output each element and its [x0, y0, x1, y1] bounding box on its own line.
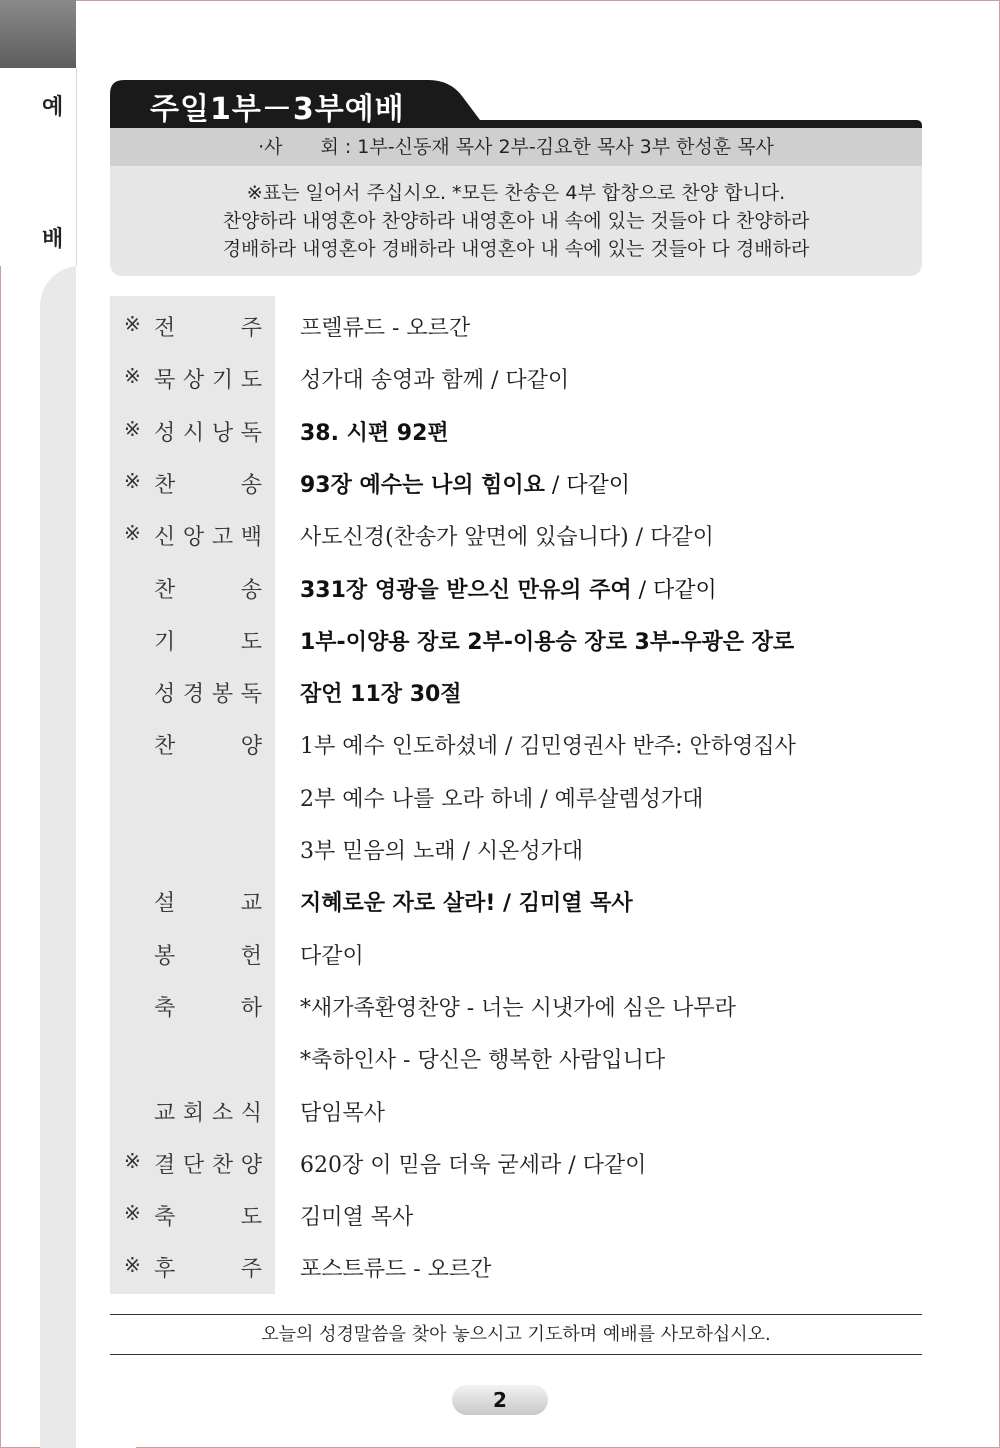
standing-mark: ※	[124, 416, 141, 441]
notice-line: 경배하라 내영혼아 경배하라 내영혼아 내 속에 있는 것들아 다 경배하라	[222, 238, 810, 260]
order-label	[154, 1148, 262, 1178]
order-content	[300, 991, 736, 1022]
order-row	[110, 771, 922, 823]
order-content-main: 다같이	[300, 943, 364, 969]
order-label-char: 찬	[211, 1152, 234, 1178]
order-row	[110, 980, 922, 1032]
order-content	[300, 939, 364, 970]
order-content	[300, 468, 630, 499]
order-content	[300, 834, 583, 865]
footer-message: 오늘의 성경말씀을 찾아 놓으시고 기도하며 예배를 사모하십시오.	[261, 1324, 771, 1345]
order-label	[154, 520, 262, 550]
order-content-main: 담임목사	[300, 1100, 386, 1126]
order-content-main: 93장 예수는 나의 힘이요	[300, 472, 545, 498]
notice-line: 찬양하라 내영혼아 찬양하라 내영혼아 내 속에 있는 것들아 다 찬양하라	[222, 210, 810, 232]
order-label-char: 헌	[240, 943, 262, 969]
order-label	[154, 782, 262, 812]
order-label-char: 신	[154, 525, 176, 551]
order-content-main: 성가대 송영과 함께 / 다같이	[300, 368, 570, 394]
notice-line: ※표는 일어서 주십시오. *모든 찬송은 4부 합창으로 찬양 합니다.	[246, 182, 786, 204]
order-content-main: 지혜로운 자로 살라! / 김미열 목사	[300, 891, 633, 917]
order-label	[154, 625, 262, 655]
page-title: 주일1부－3부예배	[150, 92, 405, 127]
order-label-char: 전	[154, 316, 176, 341]
order-label	[154, 1200, 262, 1230]
order-label-char: 양	[240, 1152, 262, 1178]
order-label-char: 교	[154, 1100, 176, 1126]
order-label	[154, 729, 262, 759]
footer-divider-top	[110, 1314, 922, 1315]
order-label-char: 앙	[182, 525, 205, 551]
order-content-main: 38. 시편 92편	[300, 420, 449, 446]
order-label	[154, 416, 262, 446]
order-content	[300, 782, 703, 813]
order-row	[110, 562, 922, 614]
order-label-char: 송	[240, 577, 262, 603]
order-row	[110, 666, 922, 718]
order-content-main: 잠언 11장 30절	[300, 682, 462, 708]
order-content	[300, 520, 714, 551]
page-number: 2	[452, 1385, 548, 1415]
order-label-char: 고	[211, 525, 234, 551]
standing-mark: ※	[124, 364, 141, 389]
order-content	[300, 1200, 413, 1231]
order-content-extra: / 다같이	[631, 577, 717, 603]
standing-mark: ※	[124, 312, 141, 336]
sidebar-band	[0, 68, 77, 266]
order-label-char: 설	[154, 891, 176, 917]
footer-divider-bottom	[110, 1354, 922, 1355]
order-content	[300, 1252, 491, 1283]
order-label-char: 성	[154, 682, 176, 708]
order-row	[110, 875, 922, 927]
order-row	[110, 928, 922, 980]
order-content-extra: / 다같이	[544, 472, 631, 498]
standing-mark: ※	[124, 521, 141, 546]
order-content	[300, 677, 462, 708]
order-label-char: 소	[211, 1100, 234, 1126]
title-banner	[110, 80, 922, 128]
order-label-char: 결	[154, 1152, 176, 1178]
standing-mark: ※	[124, 1201, 141, 1226]
order-content	[300, 416, 449, 447]
order-label-char: 도	[240, 1205, 262, 1231]
order-label	[154, 468, 262, 498]
order-label-char: 찬	[154, 472, 176, 498]
order-label	[154, 886, 262, 916]
order-content-main: 3부 믿음의 노래 / 시온성가대	[300, 839, 584, 864]
order-content	[300, 311, 470, 342]
order-content-main: 프렐류드 - 오르간	[300, 316, 471, 341]
order-label	[154, 834, 262, 864]
notice-box	[110, 166, 922, 276]
sidebar-header-block	[0, 0, 76, 68]
order-label-char: 송	[240, 472, 262, 498]
order-content-main: 김미열 목사	[300, 1205, 414, 1231]
order-content	[300, 1043, 665, 1074]
order-content-main: 1부-이양용 장로 2부-이용승 장로 3부-우광은 장로	[300, 629, 795, 655]
order-label	[154, 991, 262, 1021]
order-label-char: 봉	[211, 682, 234, 708]
standing-mark: ※	[124, 1253, 141, 1278]
order-content	[300, 625, 794, 656]
order-label-char: 주	[240, 1257, 262, 1283]
order-label-char: 찬	[154, 734, 176, 760]
order-label	[154, 1096, 262, 1126]
order-label	[154, 939, 262, 969]
order-row	[110, 1241, 922, 1293]
order-content-main: 620장 이 믿음 더욱 굳세라 / 다같이	[300, 1152, 647, 1178]
order-label-char: 축	[154, 1205, 176, 1231]
order-content	[300, 363, 569, 394]
order-label-char: 도	[240, 629, 262, 655]
order-label	[154, 1043, 262, 1073]
order-content-main: 1부 예수 인도하셨네 / 김민영권사 반주: 안하영집사	[300, 734, 796, 760]
order-label	[154, 573, 262, 603]
order-row	[110, 614, 922, 666]
order-content-main: *축하인사 - 당신은 행복한 사람입니다	[300, 1048, 666, 1074]
order-row	[110, 1032, 922, 1084]
presider-info: ·사 회 : 1부-신동재 목사 2부-김요한 목사 3부 한성훈 목사	[110, 128, 922, 166]
order-row	[110, 509, 922, 561]
order-label-char: 양	[240, 734, 262, 760]
order-row	[110, 1189, 922, 1241]
order-row	[110, 718, 922, 770]
order-label-char: 축	[154, 995, 176, 1021]
order-content-main: *새가족환영찬양 - 너는 시냇가에 심은 나무라	[300, 995, 736, 1021]
order-label-char: 독	[240, 682, 262, 708]
order-content-main: 사도신경(찬송가 앞면에 있습니다) / 다같이	[300, 525, 714, 551]
order-label-char: 단	[182, 1152, 205, 1178]
order-label	[154, 311, 262, 341]
order-label-char: 기	[154, 629, 176, 655]
order-content	[300, 1148, 646, 1179]
order-content-main: 331장 영광을 받으신 만유의 주여	[300, 577, 632, 603]
order-row	[110, 457, 922, 509]
standing-mark: ※	[124, 1148, 141, 1173]
order-label-char: 교	[240, 891, 262, 917]
order-row	[110, 300, 922, 352]
order-label-char: 독	[240, 420, 262, 446]
order-label-char: 찬	[154, 577, 176, 603]
order-label-char: 하	[240, 995, 262, 1021]
order-content-main: 포스트류드 - 오르간	[300, 1257, 492, 1283]
order-content	[300, 1096, 385, 1127]
order-label-char: 성	[154, 420, 176, 446]
order-row	[110, 405, 922, 457]
order-label-char: 묵	[154, 368, 176, 394]
order-content	[300, 886, 633, 917]
sidebar-char-1: 예	[42, 95, 64, 120]
order-label-char: 시	[182, 420, 205, 446]
order-label-char: 회	[182, 1100, 205, 1126]
order-row	[110, 352, 922, 404]
order-label-char: 식	[240, 1100, 262, 1126]
order-label	[154, 677, 262, 707]
order-label	[154, 363, 262, 393]
order-row	[110, 1137, 922, 1189]
order-label-char: 백	[240, 525, 262, 551]
order-label-char: 후	[154, 1257, 176, 1283]
sidebar-char-2: 배	[42, 227, 64, 252]
order-label-char: 주	[240, 316, 262, 341]
order-content	[300, 573, 717, 604]
order-label-char: 기	[211, 368, 234, 394]
standing-mark: ※	[124, 468, 141, 493]
order-label-char: 도	[240, 368, 262, 394]
order-content-main: 2부 예수 나를 오라 하네 / 예루살렘성가대	[300, 786, 704, 812]
order-label-char: 낭	[211, 420, 234, 446]
order-row	[110, 823, 922, 875]
order-label-char: 경	[182, 682, 205, 708]
order-label-char: 봉	[154, 943, 176, 969]
order-label	[154, 1252, 262, 1282]
order-row	[110, 1085, 922, 1137]
order-content	[300, 729, 796, 760]
order-label-char: 상	[182, 368, 205, 394]
